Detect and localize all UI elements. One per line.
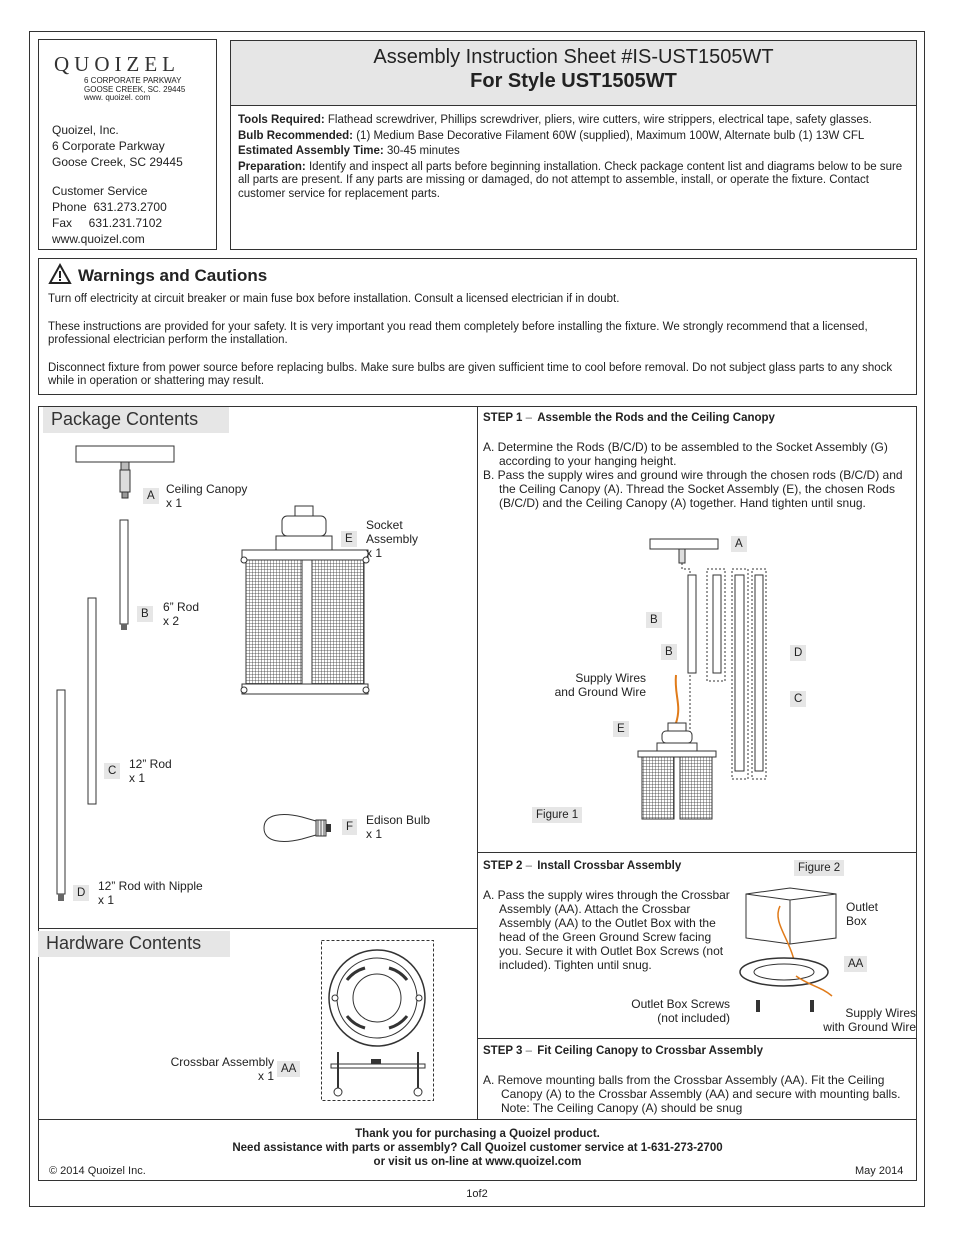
time-text: 30-45 minutes [386,145,460,157]
logo-web: www. quoizel. com [84,93,151,102]
item-name-a: Ceiling Canopy [166,482,248,496]
hardware-contents-heading: Hardware Contents [38,931,230,957]
step3-title: Fit Ceiling Canopy to Crossbar Assembly [537,1045,764,1057]
item-qty-d: x 1 [98,893,115,907]
fig1-label-b1: B [646,612,662,628]
logo-address1: 6 CORPORATE PARKWAY [84,76,182,85]
warnings-box [38,258,917,395]
fig2-outlet-1: Outlet [846,900,879,914]
figure2-drawing [740,886,840,1016]
step2-title: Install Crossbar Assembly [537,860,682,872]
item-letter-a: A [143,488,159,504]
step3-a: A. Remove mounting balls from the Crossbar Assembly (AA). Fit the Ceiling Canopy (A) to the Crossbar Assembly (AA) and secure with mounting balls. Note: The Ceiling Canopy (A) should be snug [483,1073,901,1115]
crossbar-letter: AA [277,1061,300,1077]
figure1-caption: Figure 1 [532,807,582,823]
crossbar-name: Crossbar Assembly [170,1055,274,1069]
fig1-wires-2: and Ground Wire [554,685,646,699]
item-letter-d: D [73,885,89,901]
item-name-b: 6” Rod [163,600,200,614]
item-name-c: 12” Rod [129,757,172,771]
figure2-caption: Figure 2 [794,860,844,876]
header-box [230,40,917,250]
figure1-drawing [640,535,790,825]
footer-assistance: Need assistance with parts or assembly? Call Quoizel customer service at 1-631-273-2700 [232,1142,723,1154]
step1-number: STEP 1 [483,412,523,424]
rod-b-drawing [119,520,131,632]
fig2-wires-2: with Ground Wire [823,1020,916,1034]
tools-text: Flathead screwdriver, Phillips screwdriver, pliers, wire cutters, wire strippers, electrical tape, safety glasses. [327,114,872,126]
company-name: Quoizel, Inc. [52,123,119,137]
website: www.quoizel.com [52,232,145,246]
fax: Fax 631.231.7102 [52,216,163,230]
bulb-label: Bulb Recommended: [238,129,354,142]
item-name-d: 12” Rod with Nipple [98,879,203,893]
crossbar-assembly-drawing [321,940,435,1102]
fig1-label-e: E [613,721,629,737]
warnings-title: Warnings and Cautions [78,266,268,285]
step2-a: A. Pass the supply wires through the Crossbar Assembly (AA). Attach the Crossbar Assembly (AA) to the Outlet Box with the head of the Green Ground Screw facing you. Secure it with Outlet Box Screws (not included). Tighten until snug. [483,888,730,972]
step3-number: STEP 3 [483,1045,523,1057]
item-letter-f: F [342,819,357,835]
package-contents-heading: Package Contents [43,407,229,433]
copyright-icon: © [49,1165,58,1177]
footer-box [38,1119,917,1181]
item-letter-e: E [341,531,357,547]
fig2-label-aa: AA [844,956,867,972]
warning-p3: Disconnect fixture from power source before replacing bulbs. Make sure bulbs are given sufficient time to cool before removal. Do not subject glass parts to any shock while in operation or shattering may result. [48,361,893,387]
item-letter-c: C [104,763,120,779]
bulb-text: (1) Medium Base Decorative Filament 60W (supplied), Maximum 100W, Alternate bulb (1) 13W CFL [356,129,865,142]
fig2-outlet-2: Box [846,914,867,928]
fig2-screws-2: (not included) [657,1011,730,1025]
company-street: 6 Corporate Parkway [52,139,165,153]
step1-a: A. Determine the Rods (B/C/D) to be assembled to the Socket Assembly (G) according to your hanging height. [483,440,888,468]
footer-date: May 2014 [855,1165,904,1177]
warning-p1: Turn off electricity at circuit breaker or main fuse box before installation. Consult a licensed electrician if in doubt. [48,293,620,305]
footer-thanks: Thank you for purchasing a Quoizel product. [355,1128,600,1140]
item-name2-e: Assembly [366,532,419,546]
logo-name: QUOIZEL [54,52,180,76]
warning-p2: These instructions are provided for your safety. It is very important you read them completely before installing the fixture. We strongly recommend that a licensed, professional electrician perform the installation. [48,320,868,346]
ceiling-canopy-drawing [76,446,176,506]
rod-c-drawing [87,598,99,808]
fig1-label-c: C [790,691,806,707]
fig2-screws-1: Outlet Box Screws [631,997,730,1011]
item-qty-e: x 1 [366,546,383,560]
crossbar-qty: x 1 [257,1069,274,1083]
item-qty-f: x 1 [366,827,383,841]
customer-service: Customer Service [52,184,148,198]
edison-bulb-drawing [262,808,337,848]
contact-box [38,39,217,250]
phone: Phone 631.273.2700 [52,200,167,214]
item-name-f: Edison Bulb [366,813,431,827]
logo-address2: GOOSE CREEK, SC. 29445 [84,84,186,94]
step1-b: B. Pass the supply wires and ground wire through the chosen rods (B/C/D) and the Ceiling Canopy (A). Thread the Socket Assembly (E), the chosen Rods (B/C/D) and the Ceiling Canopy (A) together. Hand tighten until snug. [483,468,903,510]
tools-label: Tools Required: [238,114,325,126]
item-qty-a: x 1 [166,496,183,510]
prep-text: Identify and inspect all parts before beginning installation. Check package content list and diagrams below to be sure all parts are present. If any parts are missing or damaged, do not attempt to assemble, install, or operate the fixture. Contact customer service for replacement parts. [238,160,903,200]
page-title: Assembly Instruction Sheet #IS-UST1505WT [373,46,774,68]
fig1-label-a: A [731,536,747,552]
item-qty-c: x 1 [129,771,146,785]
step2-number: STEP 2 [483,860,523,872]
time-label: Estimated Assembly Time: [238,145,384,157]
fig2-wires-1: Supply Wires [845,1006,916,1020]
logo [54,52,214,103]
footer-online: or visit us on-line at www.quoizel.com [373,1156,582,1168]
socket-assembly-drawing [240,500,370,700]
page-number: 1of2 [466,1188,488,1200]
fig1-wires-1: Supply Wires [575,671,646,685]
item-letter-b: B [137,606,153,622]
step1-title: Assemble the Rods and the Ceiling Canopy [537,412,775,424]
fig1-label-d: D [790,645,806,661]
warning-icon [49,264,71,284]
rod-d-drawing [56,690,68,904]
item-qty-b: x 2 [163,614,180,628]
item-name-e: Socket [366,518,403,532]
footer-copyright: 2014 Quoizel Inc. [60,1165,146,1177]
company-city: Goose Creek, SC 29445 [52,155,183,169]
prep-label: Preparation: [238,160,306,173]
fig1-label-b2: B [661,644,677,660]
page-subtitle: For Style UST1505WT [470,70,677,92]
